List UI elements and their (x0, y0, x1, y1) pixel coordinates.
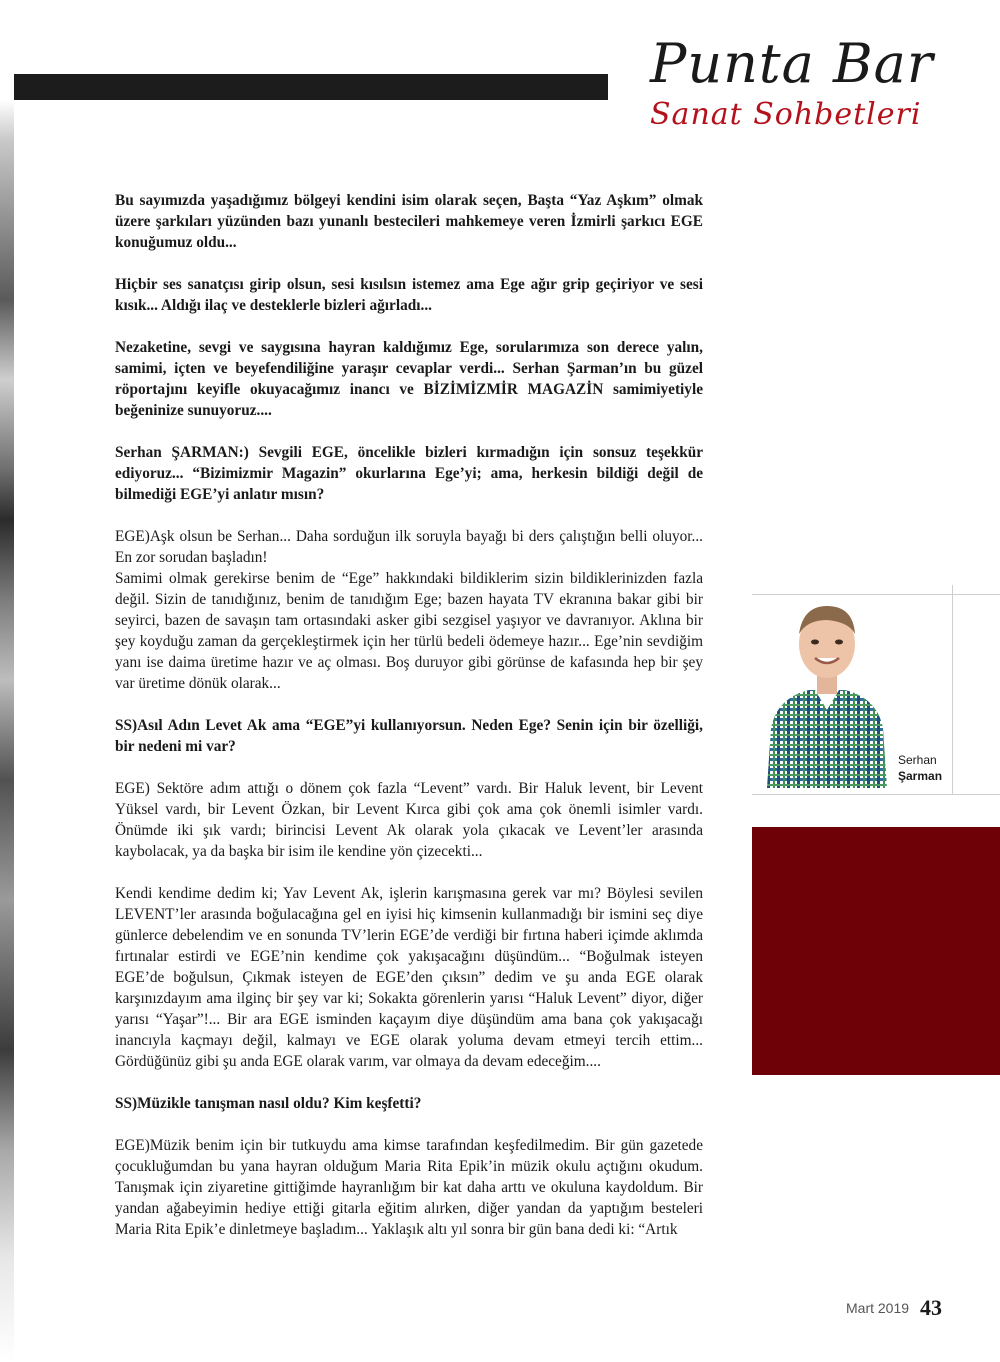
intro-paragraph: Nezaketine, sevgi ve saygısına hayran kaldığımız Ege, sorularımıza son derece yalın, samimi, içten ve beyefendiliğine yaraşır cevaplar verdi... Serhan Şarman’ın bu güzel röportajını keyifle okuyacağımız inancı ve BİZİMİZMİR MAGAZİN samimiyetiyle beğeninize sunuyoruz.... (115, 339, 703, 419)
answer-paragraph: Samimi olmak gerekirse benim de “Ege” hakkındaki bildiklerim sizin bildiklerinizden fazla değil. Sizin de tanıdığınız, benim de tanıdığım Ege; bazen hayata TV ekranına bakar gibi bir seyirci, bazen de savaşın tam ortasındaki asker gibi sezgisel yaşıyor ve davranıyor. Aklına bir şey koyduğu zaman da gerçekleştirmek için her türlü bedeli ödemeye hazır... Ege’nin sevdiğim yanı ise daima üretime hazır ve aç olması. Boş duruyor gibi görünse de kafasında hep bir şey var üretime dönük olarak... (115, 570, 703, 692)
brand-subtitle: Sanat Sohbetleri (650, 97, 922, 132)
question-paragraph: SS)Müzikle tanışman nasıl oldu? Kim keşfetti? (115, 1095, 422, 1112)
intro-paragraph: Bu sayımızda yaşadığımız bölgeyi kendini isim olarak seçen, Başta “Yaz Aşkım” olmak üzere şarkıları yüzünden bazı yunanlı bestecileri mahkemeye veren İzmirli şarkıcı EGE konuğumuz oldu... (115, 192, 703, 251)
question-paragraph: SS)Asıl Adın Levet Ak ama “EGE”yi kullanıyorsun. Neden Ege? Senin için bir özelliği, bir nedeni mi var? (115, 717, 703, 755)
brand-title: Punta Bar (650, 32, 934, 95)
header-bar (14, 74, 608, 100)
page-number: 43 (920, 1295, 942, 1320)
photo-frame-bottom-line (752, 794, 1000, 795)
photo-frame-side-line (952, 585, 953, 795)
author-photo (757, 598, 897, 788)
answer-paragraph: EGE) Sektöre adım attığı o dönem çok fazla “Levent” vardı. Bir Haluk levent, bir Levent Yüksel vardı, bir Levent Özkan, bir Levent Kırca gibi çok ama çok önemli isimler vardı. Önümde iki şık vardı; birincisi Levent Ak olarak yola çıkacak ve Levent’ler arasında kaybolacak, ya da başka bir isim ile kendine yön çizecekti... (115, 780, 703, 860)
photo-caption-first-name: Serhan (898, 753, 937, 767)
photo-frame-top-line (752, 594, 1000, 595)
answer-paragraph: Kendi kendime dedim ki; Yav Levent Ak, işlerin karışmasına gerek var mı? Böylesi sevilen LEVENT’ler arasında boğulacağına gel en iyisi hiç kimsenin kullanmadığı bir ismini seç diye günlerce debelendim ve en sonunda TV’lerin EGE’de verdiği bir fırtına haberi içimde aklımda fırtınalar estirdi ve EGE’nin kendime çok yakışacağını düşündüm... “Boğulmak isteyen EGE’de boğulsun, Çıkmak isteyen de EGE’den çıksın” dedim ve şu anda EGE olarak karşınızdayım ama ilginç bir şey var ki; Sokakta görenlerin yarısı “Haluk Levent” diyor, diğer yarısı “Yaşar”!... Bir ara EGE isminden kaçayım diye düşündüm ama bana çok yakışacağı inancıyla kaçmayı değil, kalmayı ve EGE olarak yoluma devam etmeyi tercih ettim... Gördüğünüz gibi şu anda EGE olarak varım, var olmaya da devam edeceğim.... (115, 885, 703, 1070)
answer-paragraph: EGE)Aşk olsun be Serhan... Daha sorduğun ilk soruyla bayağı bi ders çalıştığın belli oluyor... En zor sorudan başladın! (115, 528, 703, 566)
left-photo-strip (0, 0, 14, 1362)
intro-paragraph: Hiçbir ses sanatçısı girip olsun, sesi kısılsın istemez ama Ege ağır grip geçiriyor ve sesi kısık... Aldığı ilaç ve desteklerle bizleri ağırladı... (115, 276, 703, 314)
photo-caption-last-name: Şarman (898, 769, 943, 783)
article-body (115, 190, 703, 1261)
question-paragraph: Serhan ŞARMAN:) Sevgili EGE, öncelikle bizleri kırmadığın için sonsuz teşekkür ediyoruz... “Bizimizmir Magazin” okurlarına Ege’yi; ama, herkesin bildiği değil de bilmediği EGE’yi anlatır mısın? (115, 444, 703, 503)
accent-color-block (752, 827, 1000, 1075)
issue-date: Mart 2019 (846, 1300, 910, 1316)
answer-paragraph: EGE)Müzik benim için bir tutkuydu ama kimse tarafından keşfedilmedim. Bir gün gazetede çocukluğumdan bu yana hayran olduğum Maria Rita Epik’in müzik okulu açtığını okudum. Tanışmak için ziyaretine gittiğimde hayranlığım bir kat daha arttı ve okuluna kaydoldum. Bir yandan ağabeyimin hediye ettiği gitarla eğitim alırken, diğer yandan da yaptığım besteleri Maria Rita Epik’e dinletmeye başladım... Yaklaşık altı yıl sonra bir gün bana dedi ki: “Artık (115, 1137, 703, 1238)
